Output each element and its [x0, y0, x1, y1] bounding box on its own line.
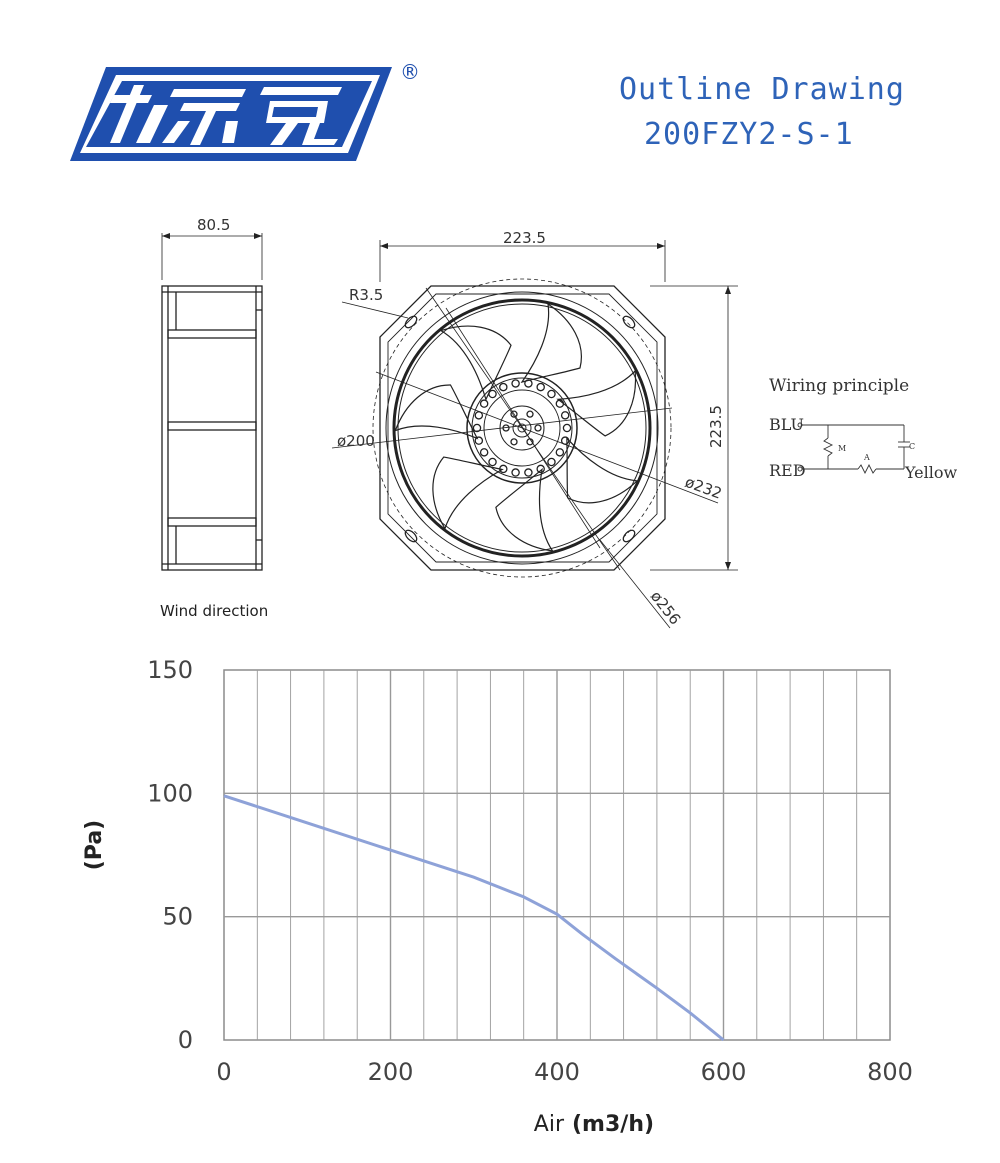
- x-tick-label: 600: [700, 1058, 747, 1086]
- hub-rivet: [489, 458, 496, 465]
- front-height-dim: 223.5: [707, 405, 725, 448]
- front-width-dim: 223.5: [503, 229, 546, 247]
- y-tick-label: 50: [162, 902, 193, 931]
- x-axis-label: Air: [533, 1112, 564, 1137]
- hub-rivet: [475, 437, 482, 444]
- hub-rivet: [512, 380, 519, 387]
- x-tick-label: 800: [867, 1058, 913, 1086]
- chart-grid: [224, 670, 890, 1040]
- hub-rivet: [481, 400, 488, 407]
- y-tick-label: 0: [177, 1026, 193, 1054]
- wire-yellow-label: Yellow: [905, 463, 958, 482]
- x-tick-label: 200: [367, 1058, 414, 1086]
- wiring-title: Wiring principle: [769, 376, 910, 396]
- hub-rivet: [525, 469, 532, 476]
- performance-chart: [0, 640, 1000, 1160]
- hub-bolt: [511, 439, 517, 445]
- capacitor-label: C: [909, 442, 916, 451]
- wiring-diagram: [769, 376, 958, 482]
- diameter-256-dim: ø256: [646, 587, 685, 629]
- side-width-dim: 80.5: [197, 216, 231, 234]
- hub-rivet: [548, 390, 555, 397]
- y-tick-label: 150: [147, 656, 193, 684]
- pressure-airflow-line: [224, 796, 724, 1040]
- hub-bolt: [535, 425, 541, 431]
- wind-direction-label: Wind direction: [160, 602, 269, 620]
- side-view: [162, 233, 262, 570]
- y-tick-label: 100: [147, 779, 193, 808]
- hub-rivet: [481, 449, 488, 456]
- hub-rivet: [500, 383, 507, 390]
- diameter-232-dim: ø232: [682, 472, 725, 503]
- hub-rivet: [475, 412, 482, 419]
- x-axis-unit: (m3/h): [572, 1112, 655, 1137]
- y-axis-label: (Pa): [82, 819, 107, 871]
- diameter-200-dim: ø200: [337, 432, 375, 450]
- x-tick-label: 0: [216, 1058, 232, 1086]
- hub-rivet: [537, 465, 544, 472]
- drawing-title: Outline Drawing: [619, 72, 905, 107]
- corner-radius-dim: R3.5: [349, 286, 384, 304]
- hub-rivet: [512, 469, 519, 476]
- motor-label: M: [838, 444, 847, 453]
- aux-label: A: [864, 453, 870, 462]
- front-view: [332, 240, 738, 628]
- hub-bolt: [527, 411, 533, 417]
- registered-mark: ®: [400, 60, 420, 84]
- hub-rivet: [556, 449, 563, 456]
- hub-rivet: [563, 424, 570, 431]
- x-tick-label: 400: [534, 1058, 580, 1086]
- hub-rivet: [537, 383, 544, 390]
- hub-rivet: [562, 412, 569, 419]
- wire-blu-label: BLU: [769, 415, 804, 434]
- wire-red-label: RED: [769, 461, 806, 480]
- model-number: 200FZY2-S-1: [644, 117, 854, 152]
- hub-rivet: [489, 390, 496, 397]
- hub-rivet: [548, 458, 555, 465]
